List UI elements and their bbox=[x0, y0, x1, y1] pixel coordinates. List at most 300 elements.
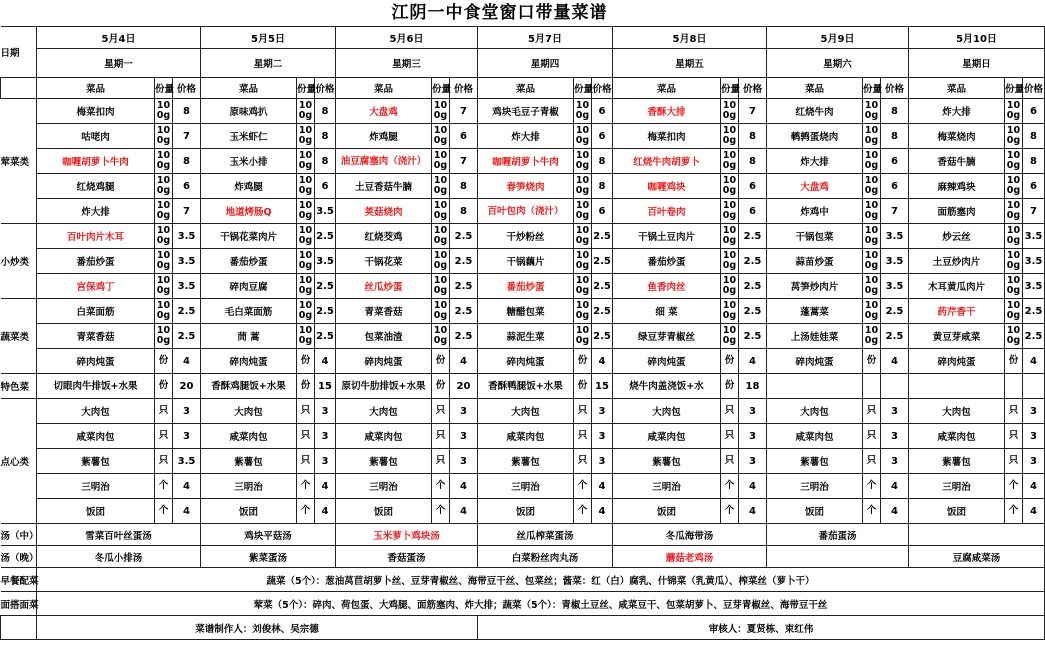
portion bbox=[1005, 374, 1023, 399]
portion: 100g bbox=[297, 324, 315, 349]
price: 3 bbox=[1023, 399, 1045, 424]
menu-makers: 菜谱制作人：刘俊林、吴宗德 bbox=[37, 616, 478, 640]
price: 6 bbox=[592, 99, 613, 124]
dish-name: 红烧牛肉胡萝卜 bbox=[613, 149, 721, 174]
menu-row bbox=[1, 499, 1045, 524]
date-header: 5月7日 bbox=[478, 27, 613, 49]
portion: 只 bbox=[297, 424, 315, 449]
price: 2.5 bbox=[739, 299, 767, 324]
portion: 份 bbox=[155, 349, 173, 374]
date-header: 5月4日 bbox=[37, 27, 201, 49]
soup-item: 蘑菇老鸡汤 bbox=[613, 546, 767, 568]
dish-name: 荚菇烧肉 bbox=[336, 199, 432, 224]
price-header: 价格 bbox=[315, 78, 336, 99]
dish-name: 紫薯包 bbox=[201, 449, 297, 474]
price: 3 bbox=[739, 424, 767, 449]
portion: 个 bbox=[863, 499, 881, 524]
portion: 份 bbox=[297, 349, 315, 374]
dish-name: 百叶包肉（浇汁） bbox=[478, 199, 574, 224]
dish-name: 鱼香肉丝 bbox=[613, 274, 721, 299]
price: 3 bbox=[173, 399, 201, 424]
price: 7 bbox=[1023, 199, 1045, 224]
dish-name: 饭团 bbox=[478, 499, 574, 524]
price: 4 bbox=[315, 499, 336, 524]
dish-name: 面筋塞肉 bbox=[909, 199, 1005, 224]
price-header: 价格 bbox=[1023, 78, 1045, 99]
soup-row bbox=[1, 524, 1045, 546]
price: 4 bbox=[173, 499, 201, 524]
portion-header: 份量 bbox=[297, 78, 315, 99]
portion: 100g bbox=[1005, 174, 1023, 199]
dish-name: 糖醋包菜 bbox=[478, 299, 574, 324]
dish-name: 玉米虾仁 bbox=[201, 124, 297, 149]
dish-name: 干锅包菜 bbox=[767, 224, 863, 249]
price: 8 bbox=[739, 149, 767, 174]
price: 3 bbox=[1023, 449, 1045, 474]
dish-name: 毛白菜面筋 bbox=[201, 299, 297, 324]
menu-row bbox=[1, 124, 1045, 149]
price: 20 bbox=[450, 374, 478, 399]
portion: 100g bbox=[432, 99, 450, 124]
dish-name: 丝瓜炒蛋 bbox=[336, 274, 432, 299]
price: 6 bbox=[592, 199, 613, 224]
portion: 100g bbox=[863, 149, 881, 174]
portion: 100g bbox=[721, 199, 739, 224]
soup-item: 白菜粉丝肉丸汤 bbox=[478, 546, 613, 568]
portion: 100g bbox=[574, 99, 592, 124]
dish-name: 莴笋炒肉片 bbox=[767, 274, 863, 299]
portion: 100g bbox=[863, 249, 881, 274]
page-title: 江阴一中食堂窗口带量菜谱 bbox=[391, 3, 608, 23]
portion: 100g bbox=[574, 199, 592, 224]
dish-name: 炸鸡腿 bbox=[336, 124, 432, 149]
price: 3.5 bbox=[1023, 274, 1045, 299]
portion: 100g bbox=[721, 324, 739, 349]
price: 8 bbox=[592, 174, 613, 199]
price: 8 bbox=[450, 174, 478, 199]
portion: 100g bbox=[155, 224, 173, 249]
weekday-header: 星期一 bbox=[37, 49, 201, 78]
price: 3.5 bbox=[881, 249, 909, 274]
portion: 个 bbox=[863, 474, 881, 499]
portion: 100g bbox=[432, 299, 450, 324]
portion: 份 bbox=[432, 374, 450, 399]
price: 2.5 bbox=[450, 224, 478, 249]
dish-name: 碎肉炖蛋 bbox=[613, 349, 721, 374]
noodle-label: 面搭面菜 bbox=[1, 592, 37, 616]
portion: 100g bbox=[155, 149, 173, 174]
soup-item: 紫菜蛋汤 bbox=[201, 546, 336, 568]
dish-name: 大肉包 bbox=[478, 399, 574, 424]
signature-blank bbox=[1, 616, 37, 640]
menu-row bbox=[1, 149, 1045, 174]
dish-header: 菜品 bbox=[909, 78, 1005, 99]
dish-name: 紫薯包 bbox=[336, 449, 432, 474]
dish-header: 菜品 bbox=[767, 78, 863, 99]
portion bbox=[863, 374, 881, 399]
dish-name: 红烧牛肉 bbox=[767, 99, 863, 124]
portion: 份 bbox=[721, 374, 739, 399]
price: 7 bbox=[173, 199, 201, 224]
price: 4 bbox=[739, 474, 767, 499]
dish-name: 油豆腐塞肉（浇汁） bbox=[336, 149, 432, 174]
price: 4 bbox=[881, 499, 909, 524]
portion: 只 bbox=[432, 424, 450, 449]
price: 3 bbox=[1023, 424, 1045, 449]
corner-cell bbox=[1, 78, 37, 99]
portion: 100g bbox=[155, 174, 173, 199]
dish-name: 紫薯包 bbox=[909, 449, 1005, 474]
date-header: 5月9日 bbox=[767, 27, 909, 49]
portion: 只 bbox=[1005, 449, 1023, 474]
category-label: 蔬菜类 bbox=[1, 299, 37, 374]
dish-name: 绿豆芽青椒丝 bbox=[613, 324, 721, 349]
portion: 100g bbox=[155, 299, 173, 324]
date-header: 5月10日 bbox=[909, 27, 1045, 49]
price: 8 bbox=[592, 149, 613, 174]
portion-header: 份量 bbox=[1005, 78, 1023, 99]
dish-name: 玉米小排 bbox=[201, 149, 297, 174]
price: 2.5 bbox=[592, 299, 613, 324]
dish-header: 菜品 bbox=[613, 78, 721, 99]
price: 4 bbox=[450, 499, 478, 524]
dish-name: 炸鸡腿 bbox=[201, 174, 297, 199]
portion: 100g bbox=[721, 299, 739, 324]
portion: 100g bbox=[721, 224, 739, 249]
portion: 100g bbox=[297, 224, 315, 249]
portion: 100g bbox=[432, 249, 450, 274]
price: 3.5 bbox=[881, 274, 909, 299]
portion: 个 bbox=[721, 499, 739, 524]
portion: 100g bbox=[574, 324, 592, 349]
price-header: 价格 bbox=[881, 78, 909, 99]
breakfast-text: 蔬菜（5个）：葱油莴苣胡萝卜丝、豆芽青椒丝、海带豆干丝、包菜丝；酱菜：红（白）腐乳、什锦菜（乳黄瓜）、榨菜丝（萝卜干） bbox=[37, 568, 1045, 592]
weekday-header: 星期日 bbox=[909, 49, 1045, 78]
dish-name: 咸菜肉包 bbox=[909, 424, 1005, 449]
dish-name: 药芹香干 bbox=[909, 299, 1005, 324]
noodle-text: 荤菜（5个）：碎肉、荷包蛋、大鸡腿、面筋塞肉、炸大排；蔬菜（5个）：青椒土豆丝、咸菜豆干、包菜胡萝卜、豆芽青椒丝、海带豆干丝 bbox=[37, 592, 1045, 616]
dish-name: 包菜油渣 bbox=[336, 324, 432, 349]
price: 6 bbox=[739, 174, 767, 199]
menu-row bbox=[1, 199, 1045, 224]
dish-name: 饭团 bbox=[336, 499, 432, 524]
price: 2.5 bbox=[173, 299, 201, 324]
dish-name: 原切牛肋排饭+水果 bbox=[336, 374, 432, 399]
soup-item: 豆腐咸菜汤 bbox=[909, 546, 1045, 568]
weekday-header: 星期四 bbox=[478, 49, 613, 78]
dish-name: 紫薯包 bbox=[37, 449, 155, 474]
price: 3 bbox=[881, 424, 909, 449]
price: 7 bbox=[739, 99, 767, 124]
dish-name: 干锅花菜肉片 bbox=[201, 224, 297, 249]
portion: 100g bbox=[1005, 324, 1023, 349]
portion: 份 bbox=[574, 374, 592, 399]
portion: 份 bbox=[155, 374, 173, 399]
price: 8 bbox=[739, 124, 767, 149]
menu-row bbox=[1, 274, 1045, 299]
price: 3 bbox=[450, 449, 478, 474]
portion: 只 bbox=[155, 449, 173, 474]
dish-name: 三明治 bbox=[336, 474, 432, 499]
dish-name: 大肉包 bbox=[201, 399, 297, 424]
price: 2.5 bbox=[739, 224, 767, 249]
price: 6 bbox=[592, 124, 613, 149]
dish-name: 咖喱胡萝卜牛肉 bbox=[478, 149, 574, 174]
dish-name: 三明治 bbox=[767, 474, 863, 499]
portion: 100g bbox=[432, 199, 450, 224]
price: 4 bbox=[450, 474, 478, 499]
dish-name: 紫薯包 bbox=[478, 449, 574, 474]
portion: 100g bbox=[432, 324, 450, 349]
portion: 100g bbox=[863, 199, 881, 224]
price: 4 bbox=[739, 499, 767, 524]
dish-header: 菜品 bbox=[336, 78, 432, 99]
price: 3 bbox=[315, 449, 336, 474]
portion: 只 bbox=[574, 399, 592, 424]
dish-name: 春笋烧肉 bbox=[478, 174, 574, 199]
price: 3 bbox=[450, 424, 478, 449]
menu-row bbox=[1, 174, 1045, 199]
portion: 个 bbox=[1005, 499, 1023, 524]
portion: 个 bbox=[155, 499, 173, 524]
menu-table-wrapper bbox=[0, 26, 1045, 640]
dish-name: 三明治 bbox=[909, 474, 1005, 499]
portion: 只 bbox=[155, 424, 173, 449]
portion: 100g bbox=[721, 124, 739, 149]
price: 2.5 bbox=[881, 324, 909, 349]
price-header: 价格 bbox=[450, 78, 478, 99]
price bbox=[881, 374, 909, 399]
price: 4 bbox=[173, 474, 201, 499]
portion: 100g bbox=[1005, 249, 1023, 274]
price: 2.5 bbox=[739, 274, 767, 299]
dish-name: 蒜泥生菜 bbox=[478, 324, 574, 349]
price: 6 bbox=[173, 174, 201, 199]
price: 4 bbox=[739, 349, 767, 374]
menu-row bbox=[1, 399, 1045, 424]
dish-name: 细 菜 bbox=[613, 299, 721, 324]
portion: 100g bbox=[863, 224, 881, 249]
menu-row bbox=[1, 374, 1045, 399]
portion: 100g bbox=[1005, 224, 1023, 249]
dish-name bbox=[909, 374, 1005, 399]
dish-name: 碎肉炖蛋 bbox=[336, 349, 432, 374]
price: 3 bbox=[592, 399, 613, 424]
price: 8 bbox=[315, 149, 336, 174]
dish-name: 蓬蒿菜 bbox=[767, 299, 863, 324]
dish-name: 大盘鸡 bbox=[336, 99, 432, 124]
date-header: 5月5日 bbox=[201, 27, 336, 49]
menu-row bbox=[1, 449, 1045, 474]
dish-name: 切眼肉牛排饭+水果 bbox=[37, 374, 155, 399]
dish-name: 鸡块毛豆子青椒 bbox=[478, 99, 574, 124]
signature-row bbox=[1, 616, 1045, 640]
portion: 个 bbox=[297, 474, 315, 499]
dish-name: 咖喱胡萝卜牛肉 bbox=[37, 149, 155, 174]
portion: 100g bbox=[297, 274, 315, 299]
dish-name: 番茄炒蛋 bbox=[37, 249, 155, 274]
price: 8 bbox=[315, 124, 336, 149]
dish-name: 白菜面筋 bbox=[37, 299, 155, 324]
dish-name: 饭团 bbox=[613, 499, 721, 524]
portion: 只 bbox=[297, 399, 315, 424]
dish-name: 大肉包 bbox=[37, 399, 155, 424]
portion: 100g bbox=[863, 99, 881, 124]
dish-name: 土豆炒肉片 bbox=[909, 249, 1005, 274]
soup-item: 冬瓜小排汤 bbox=[37, 546, 201, 568]
portion-header: 份量 bbox=[574, 78, 592, 99]
price: 4 bbox=[1023, 499, 1045, 524]
price: 2.5 bbox=[739, 249, 767, 274]
dish-name: 大盘鸡 bbox=[767, 174, 863, 199]
portion: 100g bbox=[574, 149, 592, 174]
dish-name: 炸鸡中 bbox=[767, 199, 863, 224]
dish-name: 番茄炒蛋 bbox=[201, 249, 297, 274]
dish-name bbox=[767, 374, 863, 399]
dish-name: 黄豆芽咸菜 bbox=[909, 324, 1005, 349]
menu-row bbox=[1, 224, 1045, 249]
menu-row bbox=[1, 299, 1045, 324]
dish-name: 三明治 bbox=[478, 474, 574, 499]
breakfast-label: 早餐配菜 bbox=[1, 568, 37, 592]
price: 2.5 bbox=[315, 224, 336, 249]
price: 3.5 bbox=[315, 199, 336, 224]
soup-item: 丝瓜榨菜蛋汤 bbox=[478, 524, 613, 546]
portion: 100g bbox=[297, 299, 315, 324]
portion: 100g bbox=[1005, 124, 1023, 149]
portion: 100g bbox=[155, 99, 173, 124]
portion: 只 bbox=[1005, 399, 1023, 424]
portion: 只 bbox=[721, 399, 739, 424]
dish-name: 香酥鸭腿饭+水果 bbox=[478, 374, 574, 399]
date-header: 5月6日 bbox=[336, 27, 478, 49]
price: 2.5 bbox=[592, 224, 613, 249]
portion: 100g bbox=[297, 99, 315, 124]
portion: 100g bbox=[574, 174, 592, 199]
dish-name: 上汤娃娃菜 bbox=[767, 324, 863, 349]
menu-row bbox=[1, 249, 1045, 274]
price: 4 bbox=[315, 474, 336, 499]
dish-name: 蒜苗炒蛋 bbox=[767, 249, 863, 274]
dish-name: 饭团 bbox=[767, 499, 863, 524]
portion: 100g bbox=[432, 224, 450, 249]
dish-name: 咕咾肉 bbox=[37, 124, 155, 149]
portion: 100g bbox=[574, 299, 592, 324]
portion: 100g bbox=[721, 274, 739, 299]
price: 7 bbox=[881, 199, 909, 224]
dish-name: 地道烤肠Q bbox=[201, 199, 297, 224]
dish-name: 炸大排 bbox=[909, 99, 1005, 124]
portion: 100g bbox=[1005, 199, 1023, 224]
noodle-row bbox=[1, 592, 1045, 616]
portion: 100g bbox=[155, 199, 173, 224]
dish-name: 咸菜肉包 bbox=[478, 424, 574, 449]
dish-name: 三明治 bbox=[201, 474, 297, 499]
price: 18 bbox=[739, 374, 767, 399]
dish-name: 番茄炒蛋 bbox=[478, 274, 574, 299]
price: 6 bbox=[450, 124, 478, 149]
dish-name: 紫薯包 bbox=[767, 449, 863, 474]
price: 3 bbox=[881, 449, 909, 474]
price: 3 bbox=[592, 424, 613, 449]
portion: 只 bbox=[1005, 424, 1023, 449]
dish-name: 干锅土豆肉片 bbox=[613, 224, 721, 249]
portion: 100g bbox=[297, 174, 315, 199]
dish-name: 碎肉炖蛋 bbox=[909, 349, 1005, 374]
dish-name: 百叶卷肉 bbox=[613, 199, 721, 224]
portion: 100g bbox=[297, 199, 315, 224]
price: 4 bbox=[881, 349, 909, 374]
portion: 100g bbox=[432, 149, 450, 174]
menu-row bbox=[1, 99, 1045, 124]
price: 8 bbox=[173, 99, 201, 124]
price: 8 bbox=[881, 124, 909, 149]
soup-label: 汤（中） bbox=[1, 524, 37, 546]
price: 7 bbox=[173, 124, 201, 149]
portion: 100g bbox=[432, 174, 450, 199]
portion: 只 bbox=[574, 449, 592, 474]
price: 3 bbox=[173, 424, 201, 449]
price: 20 bbox=[173, 374, 201, 399]
price: 3.5 bbox=[173, 224, 201, 249]
dish-name: 梅菜烧肉 bbox=[909, 124, 1005, 149]
price: 4 bbox=[450, 349, 478, 374]
menu-row bbox=[1, 324, 1045, 349]
portion: 100g bbox=[155, 324, 173, 349]
menu-reviewers: 审核人：夏贤栋、束红伟 bbox=[478, 616, 1045, 640]
portion: 100g bbox=[721, 99, 739, 124]
dish-name: 大肉包 bbox=[767, 399, 863, 424]
portion: 100g bbox=[1005, 274, 1023, 299]
dish-name: 木耳黄瓜肉片 bbox=[909, 274, 1005, 299]
price: 8 bbox=[173, 149, 201, 174]
dish-name: 香酥鸡腿饭+水果 bbox=[201, 374, 297, 399]
portion: 100g bbox=[574, 249, 592, 274]
soup-item: 香菇蛋汤 bbox=[336, 546, 478, 568]
price-header: 价格 bbox=[739, 78, 767, 99]
portion: 个 bbox=[574, 499, 592, 524]
date-header-row bbox=[1, 27, 1045, 49]
dish-name: 碎肉炖蛋 bbox=[478, 349, 574, 374]
weekday-header: 星期三 bbox=[336, 49, 478, 78]
portion: 100g bbox=[574, 224, 592, 249]
portion: 100g bbox=[574, 274, 592, 299]
portion: 只 bbox=[574, 424, 592, 449]
price: 4 bbox=[592, 349, 613, 374]
price: 7 bbox=[450, 149, 478, 174]
price: 2.5 bbox=[450, 299, 478, 324]
dish-name: 碎肉炖蛋 bbox=[201, 349, 297, 374]
dish-name: 青菜香菇 bbox=[37, 324, 155, 349]
dish-name: 紫薯包 bbox=[613, 449, 721, 474]
dish-name: 茼 蒿 bbox=[201, 324, 297, 349]
category-label: 点心类 bbox=[1, 399, 37, 524]
price: 8 bbox=[1023, 124, 1045, 149]
portion: 个 bbox=[432, 499, 450, 524]
portion-header: 份量 bbox=[863, 78, 881, 99]
dish-name: 三明治 bbox=[37, 474, 155, 499]
category-label: 小炒类 bbox=[1, 224, 37, 299]
portion: 100g bbox=[863, 124, 881, 149]
dish-name: 碎肉炖蛋 bbox=[767, 349, 863, 374]
dish-name: 鹌鹑蛋烧肉 bbox=[767, 124, 863, 149]
portion: 100g bbox=[721, 174, 739, 199]
portion: 份 bbox=[297, 374, 315, 399]
category-label: 荤菜类 bbox=[1, 99, 37, 224]
weekday-header-row bbox=[1, 49, 1045, 78]
price: 2.5 bbox=[315, 324, 336, 349]
weekday-header: 星期五 bbox=[613, 49, 767, 78]
